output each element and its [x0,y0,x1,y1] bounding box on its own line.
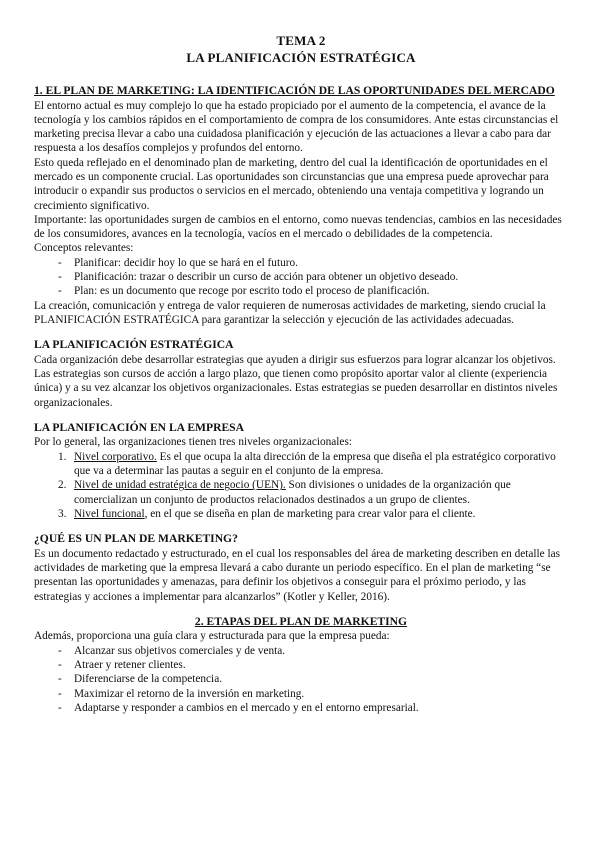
section1-paragraph-1: El entorno actual es muy complejo lo que ha estado propiciado por el aumento de la competencia, el avance de la tecnología y los cambios rápidos en el comportamiento de compra de los consumidores. Ante estas circunstancias el marketing precisa llevar a cabo una cuidadosa planificación y ejecución de las actuaciones a llevar a cabo para dar respuesta a los desafíos complejos y profundos del entorno. [34,99,559,155]
section1-paragraph-2: Esto queda reflejado en el denominado plan de marketing, dentro del cual la identificación de oportunidades en el mercado es un componente crucial. Las oportunidades son circunstancias que una empresa puede aprovechar para introducir o expandir sus productos o servicios en el mercado, obteniendo una ventaja competitiva y logrando un crecimiento significativo. [34,156,549,212]
level-number: 1. [58,450,67,463]
section5-heading: 2. ETAPAS DEL PLAN DE MARKETING [194,614,408,628]
section1-heading: 1. EL PLAN DE MARKETING: LA IDENTIFICACIÓN DE LAS OPORTUNIDADES DEL MERCADO [34,84,555,97]
section3-heading: LA PLANIFICACIÓN EN LA EMPRESA [34,420,245,434]
level-term: Nivel corporativo. [74,450,157,463]
level-item [58,478,568,507]
goal-item: - Maximizar el retorno de la inversión en marketing. [58,687,568,701]
goal-item: - Adaptarse y responder a cambios en el mercado y en el entorno empresarial. [58,701,568,715]
section1-paragraph-5: La creación, comunicación y entrega de valor requieren de numerosas actividades de marketing, siendo crucial la PLANIFICACIÓN ESTRATÉGICA para garantizar la selección y ejecución de las actividades adecuadas. [34,299,546,326]
concept-item: - Planificar: decidir hoy lo que se hará en el futuro. [58,256,568,270]
section1-paragraph-4: Conceptos relevantes: [34,242,134,255]
level-term: Nivel de unidad estratégica de negocio (UEN). [74,479,286,492]
section1-paragraph-3: Importante: las oportunidades surgen de cambios en el entorno, como nuevas tendencias, cambios en las necesidades de los consumidores, avances en la tecnología, vacíos en el mercado o debilidades de la competencia. [34,213,562,241]
section5-paragraph-1: Además, proporciona una guía clara y estructurada para que la empresa pueda: [34,630,390,643]
section4-paragraph-1: Es un documento redactado y estructurado, en el cual los responsables del área de marketing describen en detalle las actividades de marketing que la empresa llevará a cabo durante un periodo específico. En el plan de marketing “se presentan las oportunidades y amenazas, para definir los objetivos a conseguir para el próximo periodo, y las estrategias y acciones a implementar para alcanzarlos” (Kotler y Keller, 2016). [34,547,561,603]
concept-item: - Plan: es un documento que recoge por escrito todo el proceso de planificación. [58,284,568,298]
section3-paragraph-1: Por lo general, las organizaciones tienen tres niveles organizacionales: [34,436,352,449]
section2-heading: LA PLANIFICACIÓN ESTRATÉGICA [34,338,234,352]
level-text: Son divisiones o unidades de la organización que comercializan un conjunto de productos relacionados destinados a un grupo de clientes. [74,479,511,506]
goals-list [34,644,568,715]
section4-heading: ¿QUÉ ES UN PLAN DE MARKETING? [34,532,238,546]
level-item [58,507,568,521]
concepts-list [34,256,568,299]
document-title: LA PLANIFICACIÓN ESTRATÉGICA [186,50,416,65]
concept-item: - Planificación: trazar o describir un curso de acción para obtener un objetivo deseado. [58,270,568,284]
level-number: 2. [58,479,67,492]
level-number: 3. [58,507,67,520]
levels-list [34,450,568,521]
level-term: Nivel funcional [74,507,145,520]
level-text: , en el que se diseña en plan de marketing para crear valor para el cliente. [144,507,476,520]
section2-paragraph-1: Cada organización debe desarrollar estrategias que ayuden a dirigir sus esfuerzos para lograr alcanzar los objetivos. Las estrategias son cursos de acción a largo plazo, que tienen como propósito aportar valor al cliente (experiencia única) y a su vez alcanzar los objetivos organizacionales. Estas estrategias se pueden desarrollar en distintos niveles organizacionales. [34,353,558,409]
topic-number: TEMA 2 [276,33,326,48]
goal-item: - Diferenciarse de la competencia. [58,672,568,686]
goal-item: - Atraer y retener clientes. [58,658,568,672]
level-item [58,450,568,479]
level-text: Es el que ocupa la alta dirección de la empresa que diseña el pla estratégico corporativo que va a determinar las pautas a seguir en el conjunto de la empresa. [74,450,556,478]
goal-item: - Alcanzar sus objetivos comerciales y de venta. [58,644,568,658]
